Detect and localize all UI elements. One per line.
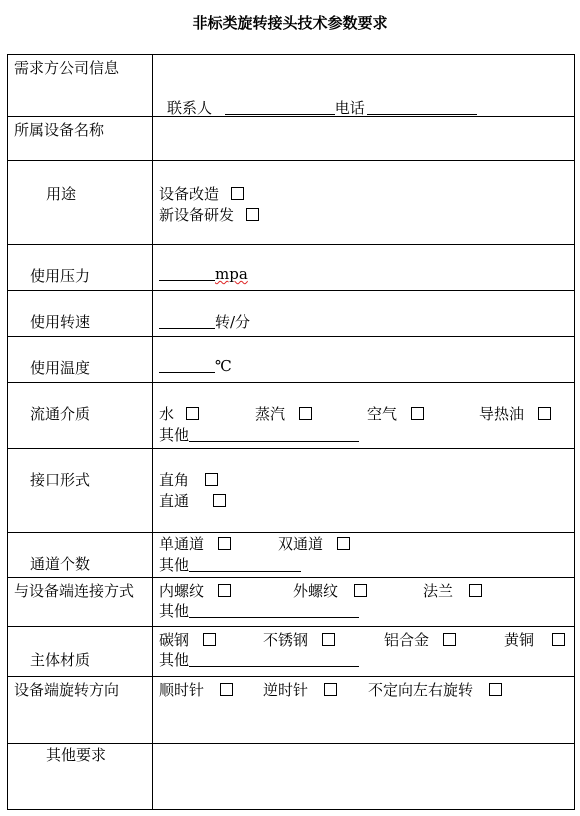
label-speed: 使用转速 [30, 313, 91, 331]
checkbox[interactable] [322, 633, 335, 646]
label-device: 所属设备名称 [14, 121, 105, 139]
other-field[interactable] [189, 557, 301, 572]
label-company: 需求方公司信息 [14, 59, 120, 77]
temperature-unit: ℃ [215, 357, 232, 375]
option-label: 顺时针 [159, 681, 205, 699]
checkbox[interactable] [220, 683, 233, 696]
label-usage: 用途 [46, 185, 77, 203]
checkbox[interactable] [299, 407, 312, 420]
option-label: 直通 [159, 492, 190, 510]
row-material [8, 627, 575, 677]
label-cell-medium [8, 383, 153, 449]
other-field[interactable] [189, 652, 359, 667]
value-cell-usage [153, 161, 575, 245]
other-requirements-field[interactable] [153, 744, 575, 810]
row-rotation [8, 677, 575, 744]
checkbox[interactable] [186, 407, 199, 420]
label-rotation: 设备端旋转方向 [14, 681, 120, 699]
checkbox[interactable] [443, 633, 456, 646]
value-cell-channels [153, 533, 575, 578]
label-medium: 流通介质 [30, 405, 91, 423]
value-cell-speed [153, 291, 575, 337]
value-cell-interface [153, 449, 575, 533]
row-other-requirements [8, 744, 575, 810]
option-label: 空气 [367, 405, 398, 423]
checkbox[interactable] [411, 407, 424, 420]
contact-field[interactable] [225, 100, 335, 115]
value-cell-pressure [153, 245, 575, 291]
option-label: 蒸汽 [255, 405, 286, 423]
row-pressure [8, 245, 575, 291]
option-label: 内螺纹 [159, 582, 205, 600]
speed-field[interactable] [159, 314, 215, 329]
checkbox[interactable] [337, 537, 350, 550]
pressure-field[interactable] [159, 266, 215, 281]
option-label: 单通道 [159, 535, 205, 553]
row-channels [8, 533, 575, 578]
checkbox[interactable] [203, 633, 216, 646]
row-device [8, 117, 575, 161]
value-cell-company [153, 55, 575, 117]
checkbox[interactable] [354, 584, 367, 597]
row-usage [8, 161, 575, 245]
checkbox[interactable] [231, 187, 244, 200]
value-cell-material [153, 627, 575, 677]
checkbox[interactable] [218, 584, 231, 597]
row-interface [8, 449, 575, 533]
label-connection: 与设备端连接方式 [14, 582, 135, 600]
label-cell-material [8, 627, 153, 677]
option-label: 直角 [159, 471, 190, 489]
device-name-field[interactable] [153, 117, 575, 161]
value-cell-connection [153, 578, 575, 627]
label-cell-speed [8, 291, 153, 337]
checkbox[interactable] [538, 407, 551, 420]
option-label: 新设备研发 [159, 206, 235, 224]
contact-label: 联系人 [167, 99, 213, 117]
value-cell-temperature [153, 337, 575, 383]
checkbox[interactable] [489, 683, 502, 696]
row-temperature [8, 337, 575, 383]
other-label: 其他 [159, 651, 190, 669]
option-label: 黄铜 [504, 631, 535, 649]
checkbox[interactable] [213, 494, 226, 507]
option-label: 碳钢 [159, 631, 190, 649]
label-cell-company [8, 55, 153, 117]
checkbox[interactable] [218, 537, 231, 550]
other-label: 其他 [159, 556, 190, 574]
label-pressure: 使用压力 [30, 267, 91, 285]
label-channels: 通道个数 [30, 555, 91, 573]
label-interface: 接口形式 [30, 471, 91, 489]
label-cell-connection [8, 578, 153, 627]
option-label: 不锈钢 [263, 631, 309, 649]
label-other-requirements: 其他要求 [46, 746, 107, 764]
option-label: 不定向左右旋转 [368, 681, 474, 699]
option-label: 外螺纹 [293, 582, 339, 600]
label-cell-channels [8, 533, 153, 578]
speed-unit: 转/分 [215, 313, 251, 331]
option-label: 设备改造 [159, 185, 220, 203]
value-cell-medium [153, 383, 575, 449]
option-label: 铝合金 [384, 631, 430, 649]
label-cell-usage [8, 161, 153, 245]
label-cell-device [8, 117, 153, 161]
phone-label: 电话 [334, 99, 365, 117]
other-field[interactable] [189, 603, 359, 618]
checkbox[interactable] [552, 633, 565, 646]
checkbox[interactable] [469, 584, 482, 597]
row-connection [8, 578, 575, 627]
other-label: 其他 [159, 602, 190, 620]
value-cell-rotation [153, 677, 575, 744]
pressure-unit: mpa [215, 265, 248, 283]
label-cell-temperature [8, 337, 153, 383]
checkbox[interactable] [246, 208, 259, 221]
option-label: 双通道 [278, 535, 324, 553]
label-temperature: 使用温度 [30, 359, 91, 377]
other-field[interactable] [189, 427, 359, 442]
phone-field[interactable] [367, 100, 477, 115]
label-cell-pressure [8, 245, 153, 291]
label-material: 主体材质 [30, 651, 91, 669]
checkbox[interactable] [205, 473, 218, 486]
row-company [8, 55, 575, 117]
option-label: 水 [159, 405, 175, 423]
label-cell-interface [8, 449, 153, 533]
temperature-field[interactable] [159, 358, 215, 373]
option-label: 法兰 [423, 582, 454, 600]
option-label: 导热油 [479, 405, 525, 423]
other-label: 其他 [159, 426, 190, 444]
row-medium [8, 383, 575, 449]
option-label: 逆时针 [263, 681, 309, 699]
label-cell-other-requirements [8, 744, 153, 810]
parameter-form-table [7, 54, 575, 810]
label-cell-rotation [8, 677, 153, 744]
document-title: 非标类旋转接头技术参数要求 [192, 14, 388, 32]
row-speed [8, 291, 575, 337]
checkbox[interactable] [324, 683, 337, 696]
